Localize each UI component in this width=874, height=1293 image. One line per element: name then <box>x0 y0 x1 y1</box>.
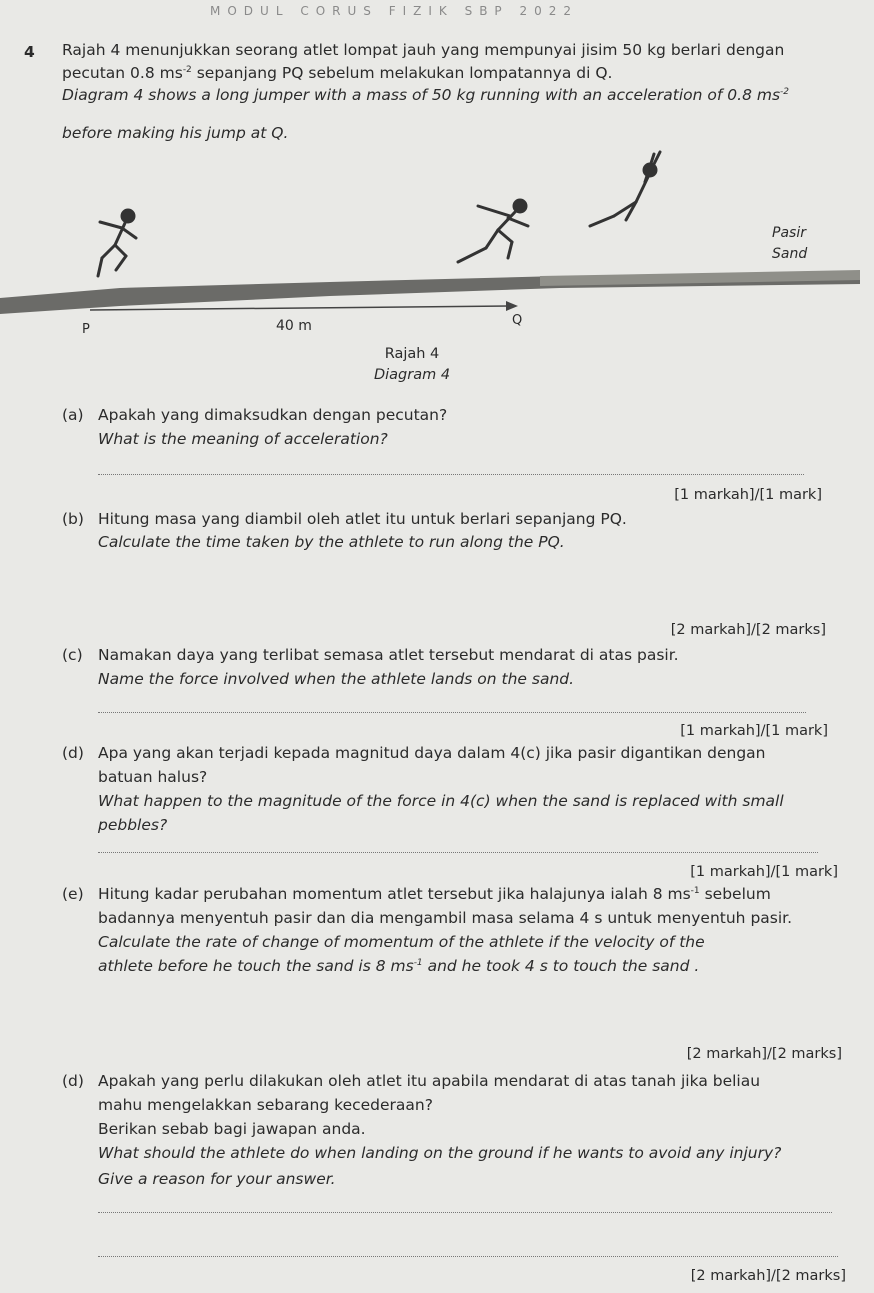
part-c-malay: Namakan daya yang terlibat semasa atlet tersebut mendarat di atas pasir. <box>98 646 679 664</box>
label-q: Q <box>512 313 523 328</box>
answer-line-a[interactable] <box>98 474 804 475</box>
part-e-english-1: Calculate the rate of change of momentum of the athlete if the velocity of the <box>98 933 705 951</box>
part-f-english-1: What should the athlete do when landing on the ground if he wants to avoid any injury? <box>98 1144 782 1162</box>
intro-line-3: Diagram 4 shows a long jumper with a mass of 50 kg running with an acceleration of 0.8 $ms^{-2}$ <box>62 86 790 104</box>
part-d-malay-2: batuan halus? <box>98 768 208 786</box>
part-b-marks: [2 markah]/[2 marks] <box>670 622 826 638</box>
runner-figure-1 <box>98 210 136 276</box>
intro-line-4: before making his jump at Q. <box>62 124 289 142</box>
part-a-label: (a) <box>62 406 84 424</box>
part-c-english: Name the force involved when the athlete lands on the sand. <box>98 670 575 688</box>
part-b-english: Calculate the time taken by the athlete to run along the PQ. <box>98 533 565 551</box>
intro-line-2: pecutan 0.8 $ms^{-2}$ sepanjang PQ sebelum melakukan lompatannya di Q. <box>62 64 613 82</box>
part-f-malay-2: mahu mengelakkan sebarang kecederaan? <box>98 1096 433 1114</box>
part-b-label: (b) <box>62 510 84 528</box>
part-e-english-2: athlete before he touch the sand is 8 $ms^{-1}$ and he took 4 s to touch the sand . <box>98 957 700 975</box>
label-p: P <box>82 322 90 337</box>
arrow-head <box>506 301 518 311</box>
pasir-label: Pasir <box>772 225 806 241</box>
part-d-english-2: pebbles? <box>98 816 168 834</box>
part-f-label: (d) <box>62 1072 84 1090</box>
part-f-english-2: Give a reason for your answer. <box>98 1170 336 1188</box>
answer-line-f-1[interactable] <box>98 1212 832 1213</box>
part-e-label: (e) <box>62 885 84 903</box>
jumper-figure <box>590 152 660 226</box>
runner-figure-2 <box>458 200 528 262</box>
part-d-marks: [1 markah]/[1 mark] <box>690 864 838 880</box>
part-c-label: (c) <box>62 646 83 664</box>
question-number: 4 <box>24 43 35 61</box>
answer-line-c[interactable] <box>98 712 806 713</box>
answer-line-d[interactable] <box>98 852 818 853</box>
part-c-marks: [1 markah]/[1 mark] <box>680 723 828 739</box>
sand-label: Sand <box>772 246 808 262</box>
part-a-malay: Apakah yang dimaksudkan dengan pecutan? <box>98 406 448 424</box>
part-f-marks: [2 markah]/[2 marks] <box>690 1268 846 1284</box>
part-f-malay-1: Apakah yang perlu dilakukan oleh atlet itu apabila mendarat di atas tanah jika beliau <box>98 1072 761 1090</box>
distance-arrow <box>90 306 510 310</box>
part-b-malay: Hitung masa yang diambil oleh atlet itu untuk berlari sepanjang PQ. <box>98 510 627 528</box>
part-e-malay-2: badannya menyentuh pasir dan dia mengambil masa selama 4 s untuk menyentuh pasir. <box>98 909 793 927</box>
intro-line-1: Rajah 4 menunjukkan seorang atlet lompat jauh yang mempunyai jisim 50 kg berlari dengan <box>62 41 785 59</box>
part-e-marks: [2 markah]/[2 marks] <box>686 1046 842 1062</box>
part-d-label: (d) <box>62 744 84 762</box>
part-e-malay-1: Hitung kadar perubahan momentum atlet tersebut jika halajunya ialah 8 $ms^{-1}$ sebelum <box>98 885 771 903</box>
distance-label: 40 m <box>276 318 312 334</box>
part-a-marks: [1 markah]/[1 mark] <box>674 487 822 503</box>
part-d-english-1: What happen to the magnitude of the force in 4(c) when the sand is replaced with small <box>98 792 784 810</box>
caption-malay: Rajah 4 <box>384 346 440 362</box>
page-header: MODUL CORUS FIZIK SBP 2022 <box>210 4 579 18</box>
part-f-malay-3: Berikan sebab bagi jawapan anda. <box>98 1120 366 1138</box>
part-a-english: What is the meaning of acceleration? <box>98 430 388 448</box>
part-d-malay-1: Apa yang akan terjadi kepada magnitud daya dalam 4(c) jika pasir digantikan dengan <box>98 744 766 762</box>
answer-line-f-2[interactable] <box>98 1256 838 1257</box>
caption-english: Diagram 4 <box>373 367 451 383</box>
long-jump-diagram <box>0 130 874 340</box>
